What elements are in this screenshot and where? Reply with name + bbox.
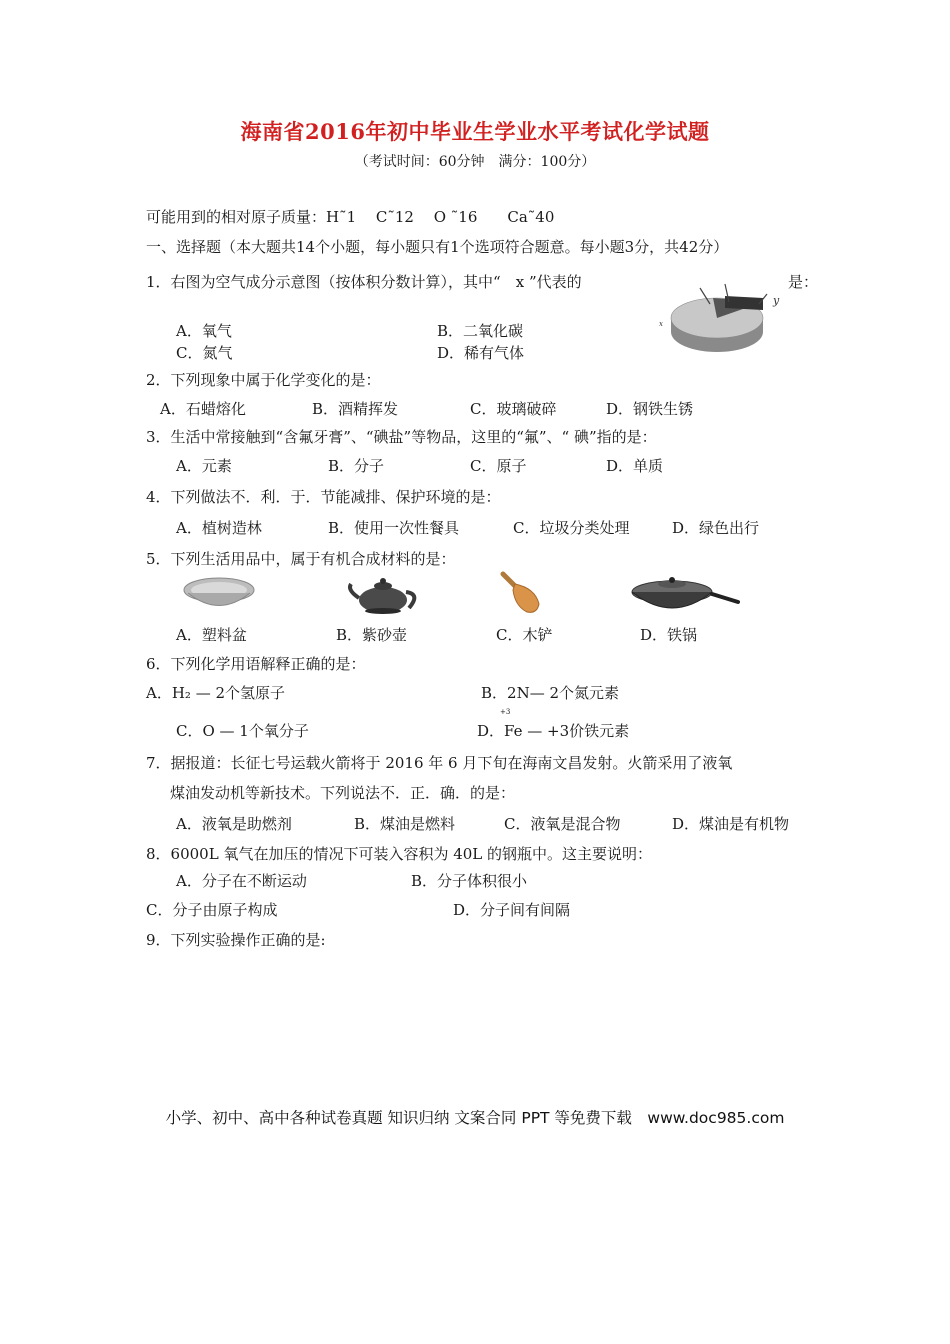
air-composition-pie-figure: [655, 282, 790, 354]
q6-option-d: D．Fe — +3价铁元素: [477, 722, 630, 740]
iron-wok-image: [628, 572, 740, 618]
q1-option-a: A．氧气: [176, 322, 232, 340]
atomic-masses: 可能用到的相对原子质量：H˜1 C˜12 O ˜16 Ca˜40: [146, 208, 555, 226]
q2-option-b: B．酒精挥发: [312, 400, 399, 418]
q4-option-c: C．垃圾分类处理: [513, 519, 630, 537]
q3-option-c: C．原子: [470, 457, 527, 475]
q7-option-b: B．煤油是燃料: [354, 815, 456, 833]
q6-option-c: C．O — 1个氧分子: [176, 722, 309, 740]
q2-stem: 2．下列现象中属于化学变化的是：: [146, 371, 381, 389]
q7-option-c: C．液氧是混合物: [504, 815, 621, 833]
q4-option-b: B．使用一次性餐具: [328, 519, 460, 537]
plastic-basin-image: [182, 574, 256, 614]
q7-option-a: A．液氧是助燃剂: [176, 815, 292, 833]
q3-option-d: D．单质: [606, 457, 664, 475]
q3-option-a: A．元素: [176, 457, 232, 475]
exam-info: （考试时间：60分钟 满分：100分）: [354, 154, 596, 170]
q7-option-d: D．煤油是有机物: [672, 815, 790, 833]
figure-label-y: y: [773, 294, 780, 307]
q6-option-b: B．2N— 2个氮元素: [481, 684, 620, 702]
figure-label-x: x: [659, 320, 663, 328]
q9-stem: 9．下列实验操作正确的是:: [146, 931, 326, 949]
q1-option-d: D．稀有气体: [437, 344, 525, 362]
section-heading: 一、选择题（本大题共14个小题，每小题只有1个选项符合题意。每小题3分，共42分）: [146, 238, 729, 256]
q5-option-b: B．紫砂壶: [336, 626, 408, 644]
q6-option-a: A．H₂ — 2个氢原子: [146, 684, 286, 702]
q4-option-d: D．绿色出行: [672, 519, 760, 537]
q5-stem: 5．下列生活用品中，属于有机合成材料的是：: [146, 550, 456, 568]
page-title: 海南省2016年初中毕业生学业水平考试化学试题: [240, 119, 710, 144]
q8-option-a: A．分子在不断运动: [176, 872, 307, 890]
footer-link-text[interactable]: 小学、初中、高中各种试卷真题 知识归纳 文案合同 PPT 等免费下载 www.doc985.com: [165, 1109, 785, 1127]
q6-stem: 6．下列化学用语解释正确的是：: [146, 655, 366, 673]
q7-stem-line2: 煤油发动机等新技术。下列说法不．正．确．的是：: [170, 784, 516, 802]
q3-stem: 3．生活中常接触到“含氟牙膏”、“碘盐”等物品，这里的“氟”、“ 碘”指的是：: [146, 428, 657, 446]
q5-option-c: C．木铲: [496, 626, 553, 644]
q2-option-d: D．钢铁生锈: [606, 400, 694, 418]
q7-stem-line1: 7．据报道：长征七号运载火箭将于 2016 年 6 月下旬在海南文昌发射。火箭采用了液氧: [146, 754, 733, 772]
q4-stem: 4．下列做法不．利．于．节能减排、保护环境的是：: [146, 488, 501, 506]
q1-option-c: C．氮气: [176, 344, 233, 362]
q5-option-a: A．塑料盆: [176, 626, 247, 644]
q2-option-c: C．玻璃破碎: [470, 400, 557, 418]
wooden-spatula-image: [495, 570, 551, 616]
q3-option-b: B．分子: [328, 457, 385, 475]
q8-option-b: B．分子体积很小: [411, 872, 528, 890]
q8-stem: 8．6000L 氧气在加压的情况下可装入容积为 40L 的钢瓶中。这主要说明：: [146, 845, 653, 863]
q6-valence-superscript: +3: [500, 708, 511, 716]
q1-stem-end: 是：: [788, 273, 819, 291]
q5-option-d: D．铁锅: [640, 626, 698, 644]
q8-option-c: C．分子由原子构成: [146, 901, 278, 919]
q8-option-d: D．分子间有间隔: [453, 901, 571, 919]
q2-option-a: A．石蜡熔化: [160, 400, 246, 418]
clay-teapot-image: [345, 572, 423, 616]
q1-option-b: B．二氧化碳: [437, 322, 524, 340]
q4-option-a: A．植树造林: [176, 519, 262, 537]
q1-stem: 1．右图为空气成分示意图（按体积分数计算），其中“ x ”代表的: [146, 273, 582, 291]
